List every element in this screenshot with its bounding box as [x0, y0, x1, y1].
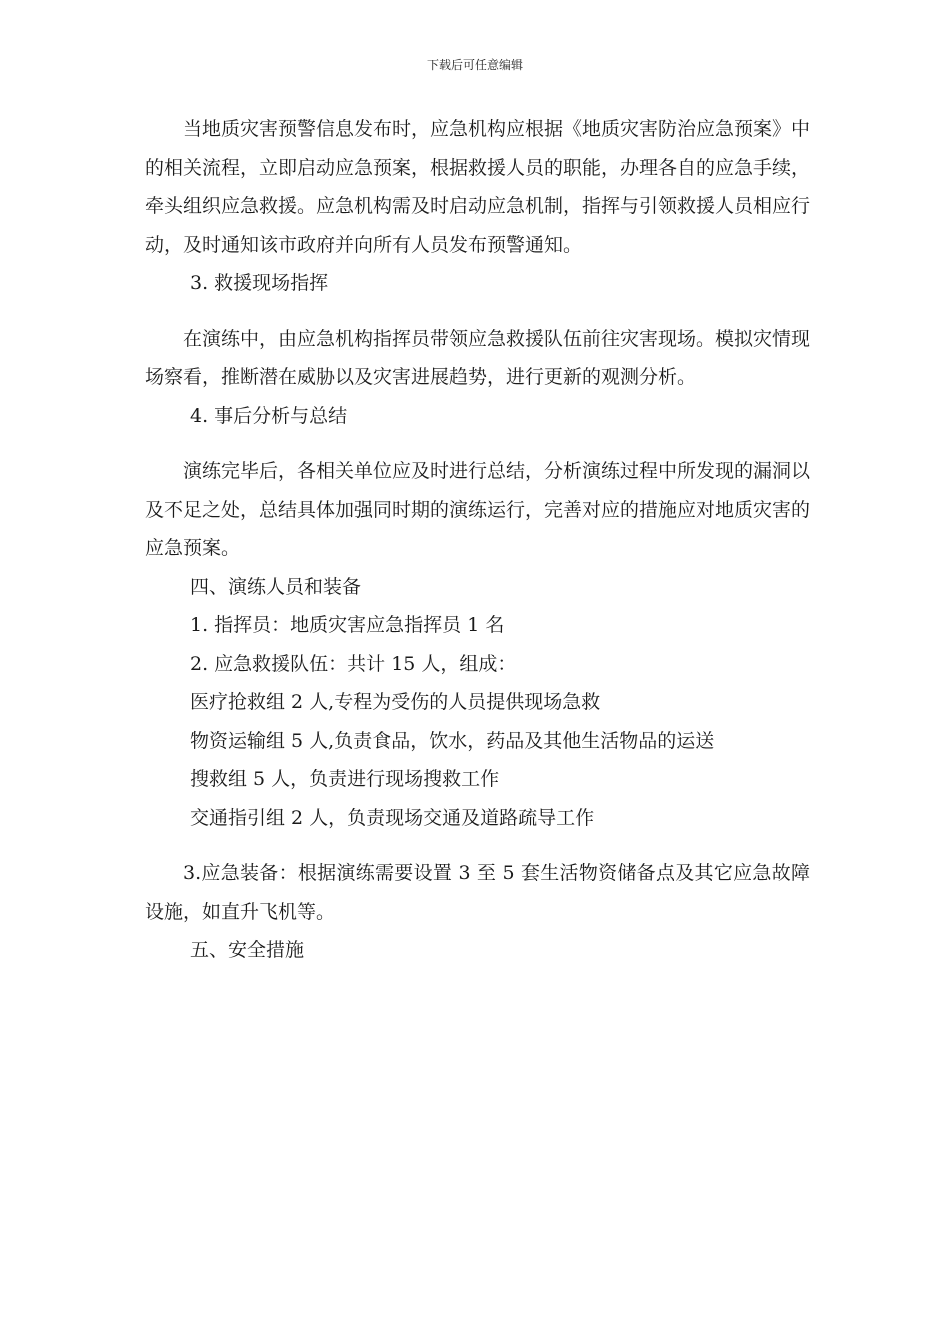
item-rescue-team: 2. 应急救援队伍：共计 15 人，组成： — [190, 652, 517, 675]
item-search-group: 搜救组 5 人，负责进行现场搜救工作 — [190, 768, 500, 790]
heading-personnel-equipment: 四、演练人员和装备 — [190, 575, 362, 598]
item-commander: 1. 指挥员：地质灾害应急指挥员 1 名 — [190, 614, 505, 636]
document-body — [145, 110, 810, 970]
heading-rescue-command: 3. 救援现场指挥 — [190, 272, 329, 294]
item-traffic-group: 交通指引组 2 人，负责现场交通及道路疏导工作 — [190, 806, 595, 829]
heading-safety-measures: 五、安全措施 — [190, 939, 305, 961]
paragraph-equipment: 3.应急装备：根据演练需要设置 3 至 5 套生活物资储备点及其它应急故障设施，如直升飞机等。 — [145, 862, 810, 923]
item-medical-group: 医疗抢救组 2 人,专程为受伤的人员提供现场急救 — [190, 691, 601, 713]
heading-post-analysis: 4. 事后分析与总结 — [190, 404, 348, 427]
page-header: 下载后可任意编辑 — [426, 58, 523, 72]
item-transport-group: 物资运输组 5 人,负责食品，饮水，药品及其他生活物品的运送 — [190, 729, 715, 752]
paragraph-warning-release: 当地质灾害预警信息发布时，应急机构应根据《地质灾害防治应急预案》中的相关流程，立即启动应急预案，根据救援人员的职能，办理各自的应急手续，牵头组织应急救援。应急机构需及时启动应急机制，指挥与引领救援人员相应行动，及时通知该市政府并向所有人员发布预警通知。 — [145, 118, 811, 256]
paragraph-rescue-command: 在演练中，由应急机构指挥员带领应急救援队伍前往灾害现场。模拟灾情现场察看，推断潜在威胁以及灾害进展趋势，进行更新的观测分析。 — [145, 327, 811, 388]
paragraph-post-analysis: 演练完毕后，各相关单位应及时进行总结，分析演练过程中所发现的漏洞以及不足之处，总结具体加强同时期的演练运行，完善对应的措施应对地质灾害的应急预案。 — [145, 460, 811, 559]
